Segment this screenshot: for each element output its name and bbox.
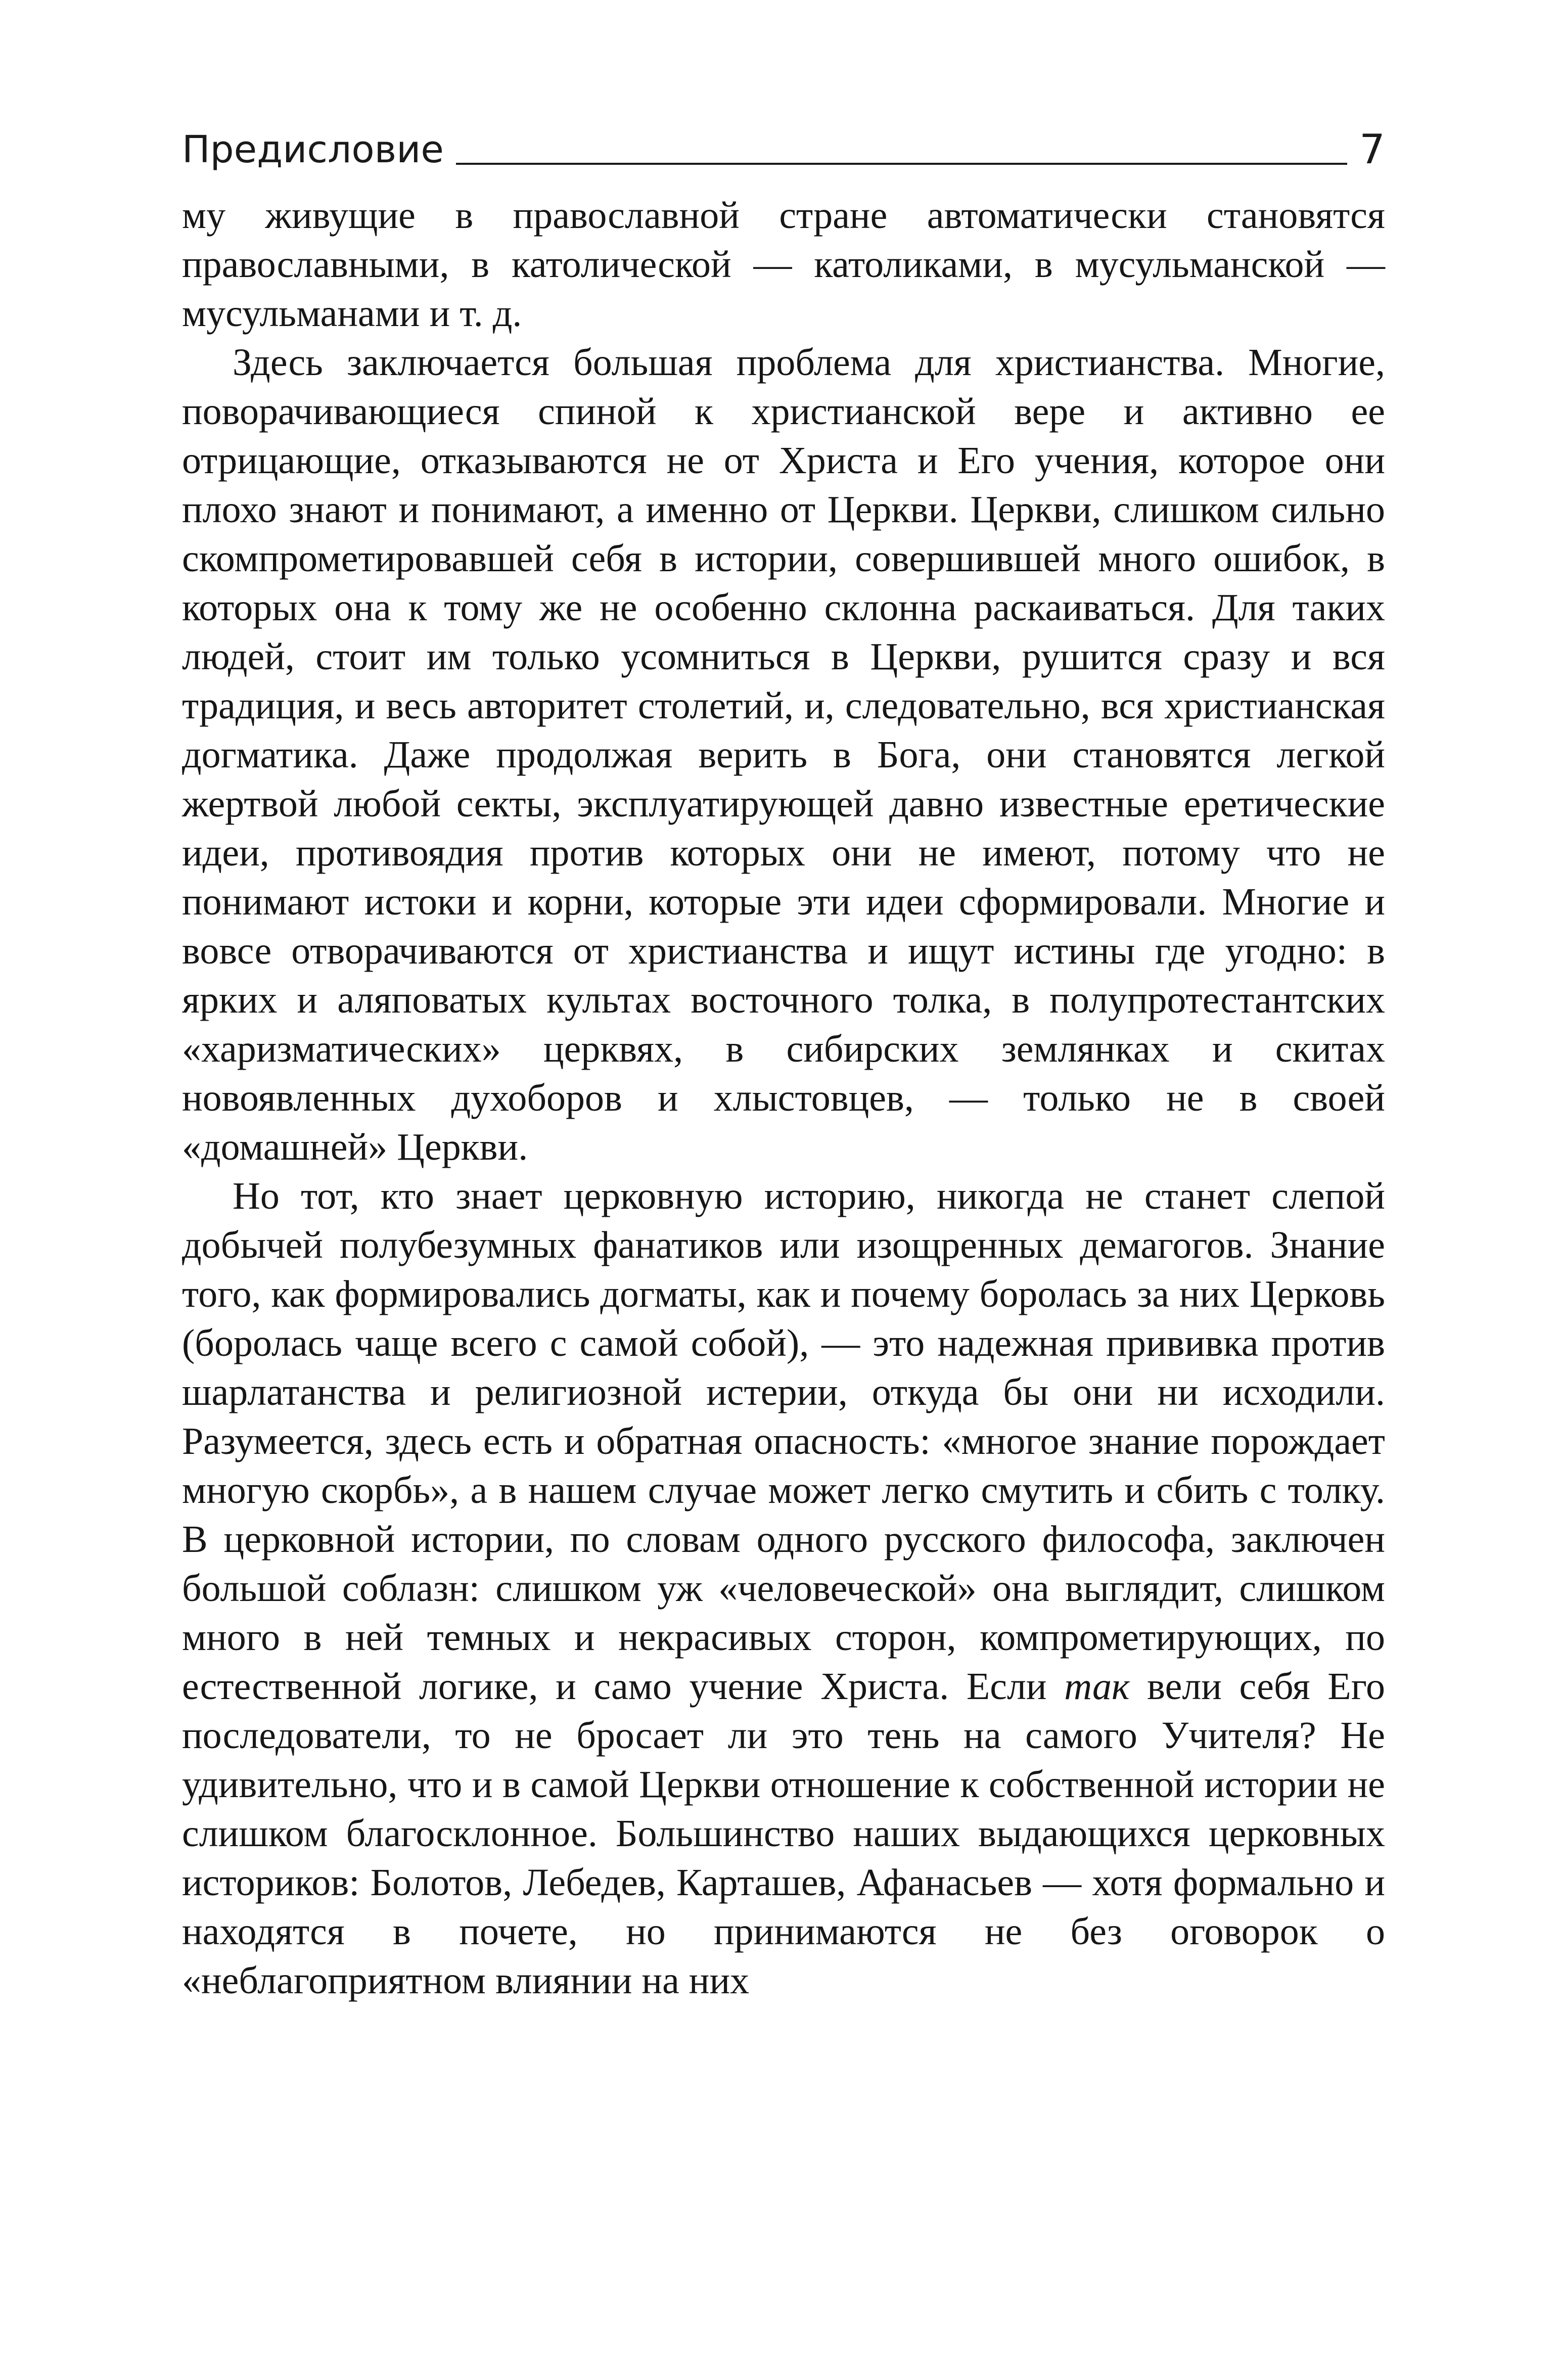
paragraph: Здесь заключается большая проблема для христианства. Многие, поворачивающиеся спиной к христианской вере и активно ее отрицающие, отказываются не от Христа и Его учения, которое они плохо знают и понимают, а именно от Церкви. Церкви, слишком сильно скомпрометировавшей себя в истории, совершившей много ошибок, в которых она к тому же не особенно склонна раскаиваться. Для таких людей, стоит им только усомниться в Церкви, рушится сразу и вся традиция, и весь авторитет столетий, и, следовательно, вся христианская догматика. Даже продолжая верить в Бога, они становятся легкой жертвой любой секты, эксплуатирующей давно известные еретические идеи, противоядия против которых они не имеют, потому что не понимают истоки и корни, которые эти идеи сформировали. Многие и вовсе отворачиваются от христианства и ищут истины где угодно: в ярких и аляповатых культах восточного толка, в полупротестантских «харизматических» церквях, в сибирских землянках и скитах новоявленных духоборов и хлыстовцев, — только не в своей «домашней» Церкви.: [182, 341, 1385, 1168]
paragraph-text: вели себя Его последователи, то не бросает ли это тень на самого Учителя? Не удивительно, что и в самой Церкви отношение к собственной истории не слишком благосклонное. Большинство наших выдающихся церковных историков: Болотов, Лебедев, Карташев, Афанасьев — хотя формально и находятся в почете, но принимаются не без оговорок о «неблагоприятном влиянии на них: [182, 1665, 1385, 2002]
running-header: [182, 125, 1385, 174]
body-text: [182, 191, 1385, 2005]
emphasis-text: так: [1064, 1665, 1130, 1708]
section-title: Предисловие: [182, 128, 444, 171]
paragraph: [182, 1172, 1385, 2005]
page-number: 7: [1359, 126, 1385, 173]
book-page: [182, 125, 1385, 2005]
paragraph-continued: му живущие в православной стране автоматически становятся православными, в католической — католиками, в мусульманской — мусульманами и т. д.: [182, 194, 1385, 335]
header-rule: [456, 163, 1347, 165]
paragraph-text: Но тот, кто знает церковную историю, никогда не станет слепой добычей полубезумных фанатиков или изощренных демагогов. Знание того, как формировались догматы, как и почему боролась за них Церковь (боролась чаще всего с самой собой), — это надежная прививка против шарлатанства и религиозной истерии, откуда бы они ни исходили. Разумеется, здесь есть и обратная опасность: «многое знание порождает многую скорбь», а в нашем случае может легко смутить и сбить с толку. В церковной истории, по словам одного русского философа, заключен большой соблазн: слишком уж «человеческой» она выглядит, слишком много в ней темных и некрасивых сторон, компрометирующих, по естественной логике, и само учение Христа. Если: [182, 1175, 1385, 1708]
